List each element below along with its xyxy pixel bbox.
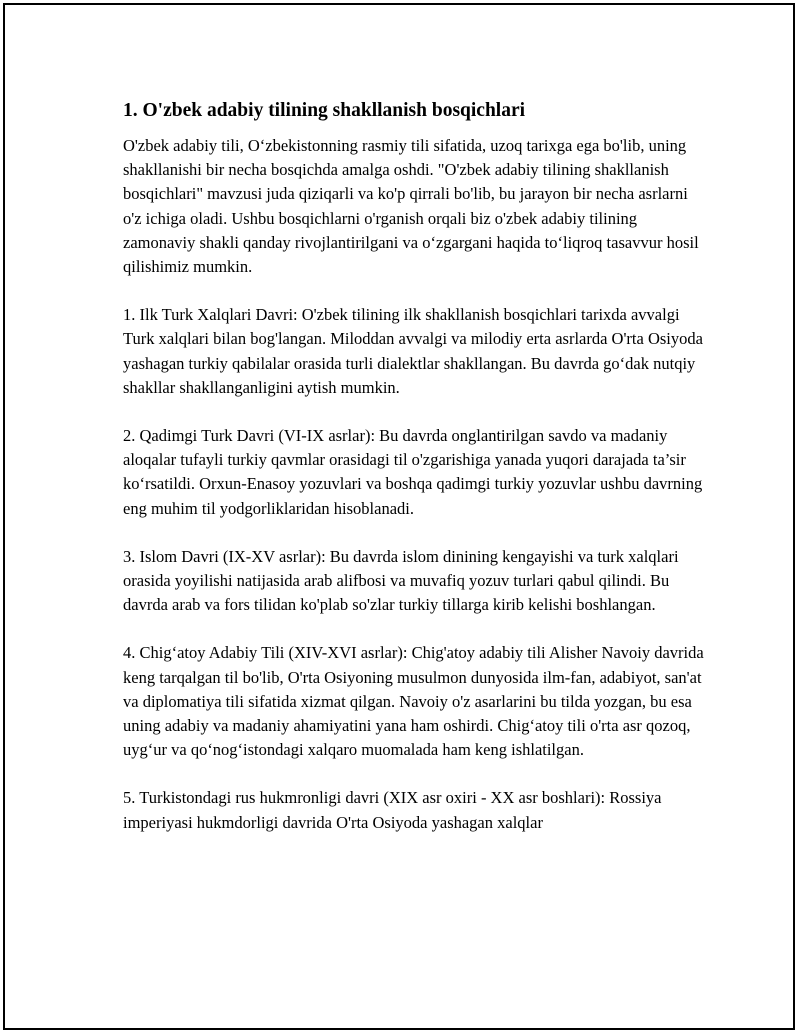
document-title: 1. O'zbek adabiy tilining shakllanish bosqichlari [123,100,526,121]
page-frame [3,3,795,1030]
intro-paragraph: O'zbek adabiy tili, O‘zbekistonning rasmiy tili sifatida, uzoq tarixga ega bo'lib, uning shakllanishi bir necha bosqichda amalga oshdi. "O'zbek adabiy tilining shakllanish bosqichlari" mavzusi juda qiziqarli va ko'p qirrali bo'lib, bu jarayon bir necha asrlarni o'z ichiga oladi. Ushbu bosqichlarni o'rganish orqali biz o'zbek adabiy tilining zamonaviy shakli qanday rivojlantirilgani va o‘zgargani haqida to‘liqroq tasavvur hosil qilishimiz mumkin. [123,136,699,277]
paragraph-rus-hukmronligi: 5. Turkistondagi rus hukmronligi davri (XIX asr oxiri - XX asr boshlari): Rossiya imperiyasi hukmdorligi davrida O'rta Osiyoda yashagan xalqlar [123,788,662,832]
paragraph-ilk-turk: 1. Ilk Turk Xalqlari Davri: O'zbek tilining ilk shakllanish bosqichlari tarixda avvalgi Turk xalqlari bilan bog'langan. Miloddan avvalgi va milodiy erta asrlarda O'rta Osiyoda yashagan turkiy qabilalar orasida turli dialektlar shakllangan. Bu davrda go‘dak nutqiy shakllar shakllanganligini aytish mumkin. [123,305,703,397]
paragraph-islom-davri: 3. Islom Davri (IX-XV asrlar): Bu davrda islom dinining kengayishi va turk xalqlari orasida yoyilishi natijasida arab alifbosi va muvafiq yozuv turlari qabul qilindi. Bu davrda arab va fors tilidan ko'plab so'zlar turkiy tillarga kirib kelishi boshlangan. [123,546,679,615]
document-body [123,98,708,859]
paragraph-qadimgi-turk: 2. Qadimgi Turk Davri (VI-IX asrlar): Bu davrda onglantirilgan savdo va madaniy aloqalar tufayli turkiy qavmlar orasidagi til o'zgarishiga yanada yuqori darajada ta’sir ko‘rsatildi. Orxun-Enasoy yozuvlari va boshqa qadimgi turkiy yozuvlar ushbu davrning eng muhim til yodgorliklaridan hisoblanadi. [123,426,703,518]
paragraph-chigatoy: 4. Chig‘atoy Adabiy Tili (XIV-XVI asrlar): Chig'atoy adabiy tili Alisher Navoiy davrida keng tarqalgan til bo'lib, O'rta Osiyoning musulmon dunyosida ilm-fan, adabiyot, san'at va diplomatiya tili sifatida xizmat qilgan. Navoiy o'z asarlarini bu tilda yozgan, bu esa uning adabiy va madaniy ahamiyatini yana ham oshirdi. Chig‘atoy tili o'rta asr qozoq, uyg‘ur va qo‘nog‘istondagi xalqaro muomalada ham keng ishlatilgan. [123,643,704,760]
